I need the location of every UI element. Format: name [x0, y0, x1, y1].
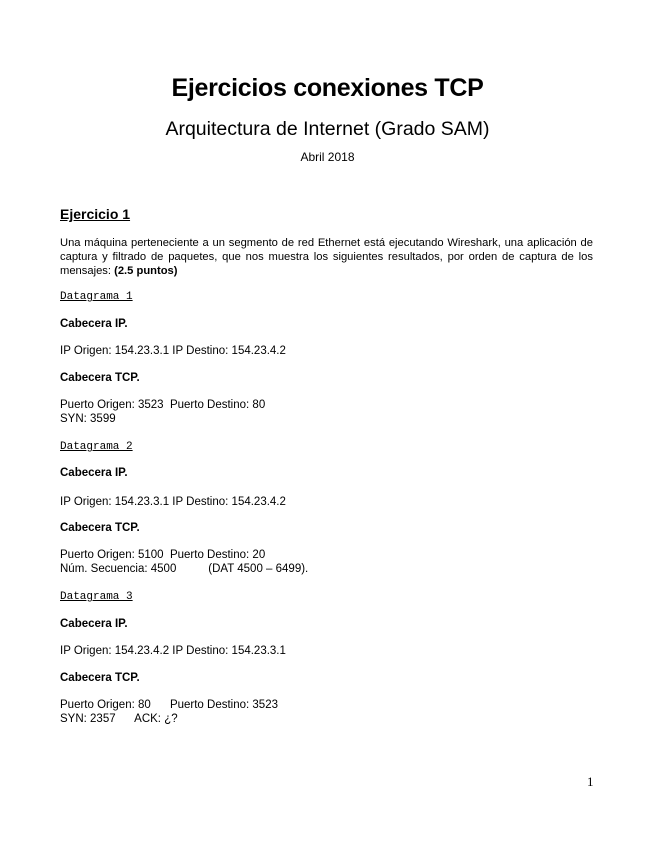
datagram-1-label: Datagrama 1: [60, 291, 133, 303]
exercise-heading: Ejercicio 1: [60, 206, 131, 222]
exercise-points: (2.5 puntos): [114, 265, 178, 277]
datagram-3-ip-header: Cabecera IP.: [60, 618, 128, 630]
page-number: 1: [587, 774, 594, 789]
datagram-1-ip-header: Cabecera IP.: [60, 318, 128, 330]
datagram-1-ip-line: IP Origen: 154.23.3.1 IP Destino: 154.23.4.2: [60, 345, 286, 357]
datagram-2-tcp-header: Cabecera TCP.: [60, 522, 140, 534]
datagram-3-tcp-flags: SYN: 2357 ACK: ¿?: [60, 713, 178, 725]
document-date: Abril 2018: [300, 150, 355, 164]
document-subtitle: Arquitectura de Internet (Grado SAM): [165, 118, 490, 140]
datagram-3-ip-line: IP Origen: 154.23.4.2 IP Destino: 154.23.3.1: [60, 645, 286, 657]
datagram-2-ip-header: Cabecera IP.: [60, 467, 128, 479]
exercise-intro-paragraph: [60, 236, 593, 278]
datagram-2-tcp-sequence: Núm. Secuencia: 4500 (DAT 4500 – 6499).: [60, 563, 309, 575]
document-title: Ejercicios conexiones TCP: [171, 74, 484, 102]
datagram-2-label: Datagrama 2: [60, 441, 133, 453]
datagram-3-tcp-ports: Puerto Origen: 80 Puerto Destino: 3523: [60, 699, 278, 711]
datagram-3-label: Datagrama 3: [60, 591, 133, 603]
datagram-2-tcp-ports: Puerto Origen: 5100 Puerto Destino: 20: [60, 549, 266, 561]
datagram-1-tcp-ports: Puerto Origen: 3523 Puerto Destino: 80: [60, 399, 266, 411]
datagram-1-tcp-flags: SYN: 3599: [60, 413, 116, 425]
exercise-intro-text: Una máquina perteneciente a un segmento de red Ethernet está ejecutando Wireshark, una aplicación de captura y filtrado de paquetes, que nos muestra los siguientes resultados, por orden de captura de los mensajes:: [60, 237, 593, 277]
datagram-3-tcp-header: Cabecera TCP.: [60, 672, 140, 684]
datagram-1-tcp-header: Cabecera TCP.: [60, 372, 140, 384]
datagram-2-ip-line: IP Origen: 154.23.3.1 IP Destino: 154.23.4.2: [60, 496, 286, 508]
